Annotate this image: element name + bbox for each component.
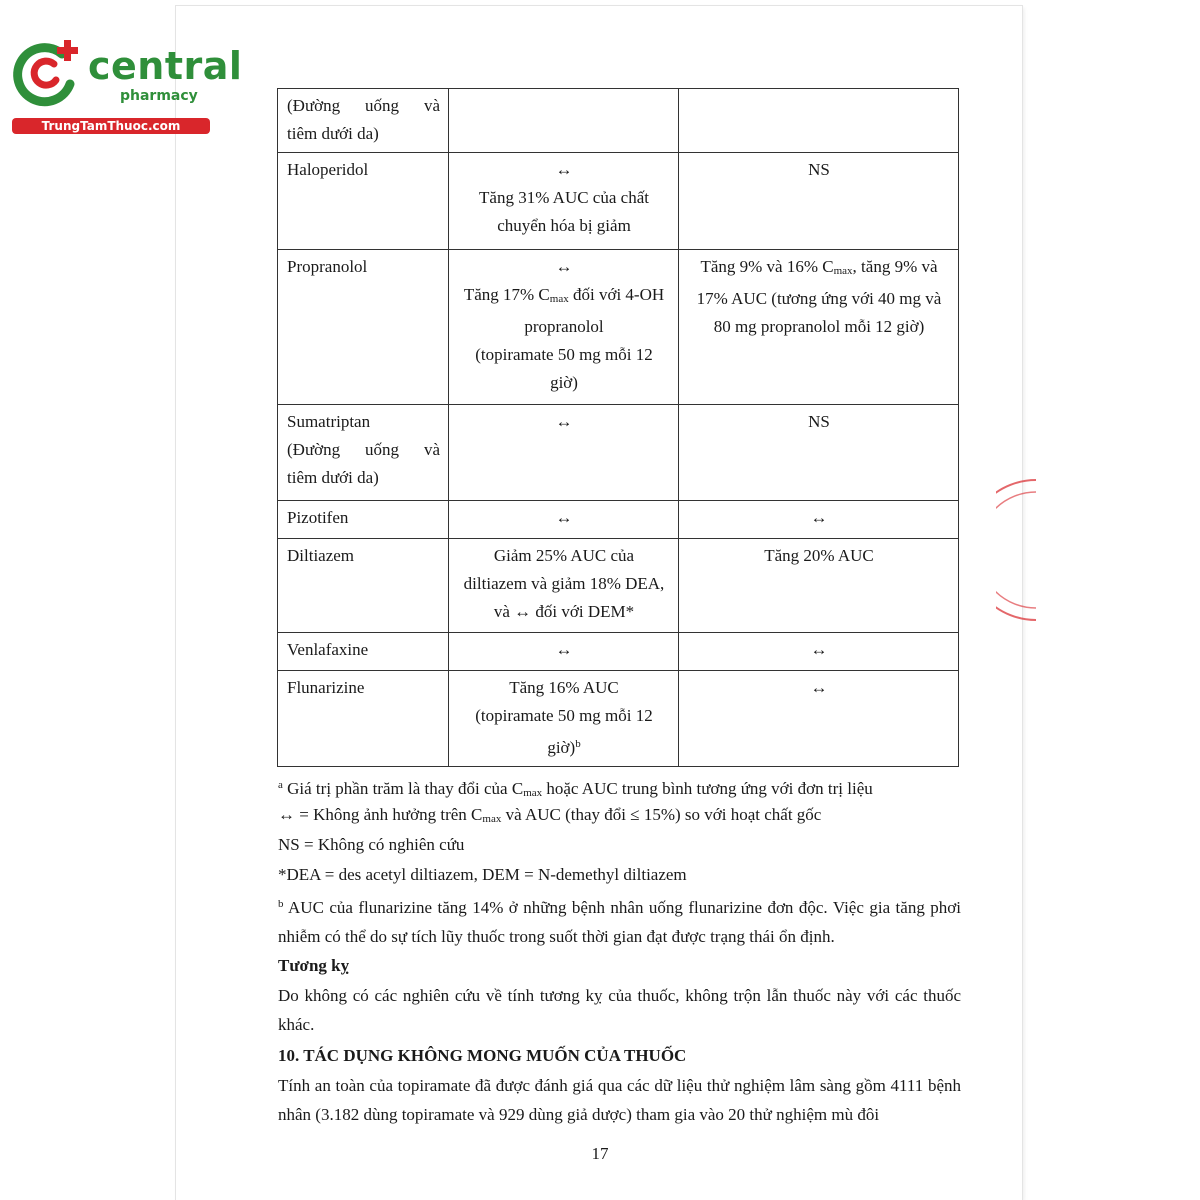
central-pharmacy-logo[interactable]: [10, 36, 243, 136]
drug-line: tiêm dưới da): [287, 124, 379, 143]
drug-cell: [278, 250, 449, 405]
footnotes-and-text: [278, 770, 961, 1129]
effect-line: Giảm 25% AUC của: [493, 546, 635, 565]
effect-line: NS: [808, 412, 830, 431]
table-row: [278, 89, 959, 153]
section-text: Tính an toàn của topiramate đã được đánh giá qua các dữ liệu thử nghiệm lâm sàng gồm 4111 bệnh nhân (3.182 dùng topiramate và 929 dùng giả dược) tham gia vào 20 thử nghiệm mù đôi: [278, 1076, 961, 1124]
effect-line: [458, 281, 670, 313]
effect-topiramate-cell: [449, 539, 679, 633]
drug-name: Haloperidol: [287, 160, 369, 179]
red-stamp-partial: [996, 470, 1036, 630]
drug-line: (Đường uống và: [287, 96, 440, 115]
subscript: max: [833, 265, 853, 277]
drug-name: Diltiazem: [287, 546, 355, 565]
effect-topiramate-cell: [449, 250, 679, 405]
effect-line: propranolol: [524, 317, 604, 336]
brand-name: central: [88, 44, 243, 88]
table-row: [278, 501, 959, 539]
effect-line: (topiramate 50 mg mỗi 12: [475, 345, 653, 364]
table-row: [278, 405, 959, 501]
effect-topiramate-cell: [449, 671, 679, 767]
note-text: và AUC (thay đổi ≤ 15%) so với hoạt chất gốc: [501, 805, 822, 824]
section-heading: 10. TÁC DỤNG KHÔNG MONG MUỐN CỦA THUỐC: [278, 1046, 687, 1065]
no-effect-arrow: ↔: [555, 160, 573, 179]
no-effect-arrow: ↔: [555, 412, 573, 431]
effect-line: và ↔ đối với DEM*: [493, 602, 635, 621]
no-effect-arrow: ↔: [810, 640, 828, 659]
note-text: hoặc AUC trung bình tương ứng với đơn trị liệu: [542, 779, 873, 798]
drug-cell: [278, 501, 449, 539]
effect-line: Tăng 31% AUC của chất: [479, 188, 649, 207]
effect-other-drug-cell: [679, 633, 959, 671]
table-row: [278, 633, 959, 671]
compatibility-heading: Tương kỵ: [278, 956, 350, 975]
table-row: [278, 671, 959, 767]
note-text: ↔ = Không ảnh hưởng trên C: [278, 805, 483, 824]
effect-topiramate-cell: [449, 153, 679, 250]
no-effect-arrow: ↔: [810, 508, 828, 527]
brand-subtitle: pharmacy: [120, 88, 198, 104]
compatibility-text: Do không có các nghiên cứu về tính tương kỵ của thuốc, không trộn lẫn thuốc này với các thuốc khác.: [278, 986, 961, 1034]
footnote-marker: b: [278, 898, 284, 910]
effect-topiramate-cell: [449, 633, 679, 671]
no-effect-arrow: ↔: [555, 257, 573, 276]
drug-name: Pizotifen: [287, 508, 349, 527]
footnote-dea: *DEA = des acetyl diltiazem, DEM = N-demethyl diltiazem: [278, 865, 687, 884]
drug-cell: [278, 153, 449, 250]
effect-text: , tăng 9% và: [852, 257, 938, 276]
effect-other-drug-cell: [679, 539, 959, 633]
effect-other-drug-cell: [679, 501, 959, 539]
drug-name: Flunarizine: [287, 678, 365, 697]
footnote-a: [278, 770, 961, 800]
note-text: Giá trị phần trăm là thay đổi của C: [282, 779, 524, 798]
effect-topiramate-cell: [449, 405, 679, 501]
drug-interaction-table: [277, 88, 959, 767]
effect-other-drug-cell: [679, 250, 959, 405]
drug-name: Venlafaxine: [287, 640, 369, 659]
drug-cell: [278, 539, 449, 633]
drug-name: Propranolol: [287, 257, 368, 276]
pharmacy-cross-icon: [10, 36, 82, 108]
footnote-b: [278, 890, 961, 951]
effect-topiramate-cell: [449, 89, 679, 153]
drug-cell: [278, 633, 449, 671]
effect-line: Tăng 20% AUC: [764, 546, 874, 565]
effect-other-drug-cell: [679, 671, 959, 767]
no-effect-arrow: ↔: [555, 508, 573, 527]
no-effect-arrow: ↔: [810, 678, 828, 697]
drug-cell: [278, 671, 449, 767]
table-row: [278, 539, 959, 633]
table-row: [278, 250, 959, 405]
effect-text: Tăng 17% C: [463, 285, 550, 304]
effect-line: Tăng 16% AUC: [509, 678, 619, 697]
effect-text: giờ): [547, 738, 576, 757]
effect-other-drug-cell: [679, 89, 959, 153]
effect-line: (topiramate 50 mg mỗi 12: [475, 706, 653, 725]
drug-line: tiêm dưới da): [287, 468, 379, 487]
footnote-ns: NS = Không có nghiên cứu: [278, 835, 465, 854]
subscript: max: [523, 787, 543, 799]
page-number: 17: [591, 1144, 609, 1163]
drug-name: Sumatriptan: [287, 412, 371, 431]
effect-line: [688, 253, 950, 285]
subscript: max: [549, 293, 569, 305]
effect-line: NS: [808, 160, 830, 179]
footnote-marker: a: [278, 779, 283, 791]
effect-line: chuyển hóa bị giảm: [497, 216, 631, 235]
footnote-marker: b: [575, 738, 581, 750]
note-text: AUC của flunarizine tăng 14% ở những bệnh nhân uống flunarizine đơn độc. Việc gia tăng phơi nhiễm có thể do sự tích lũy thuốc trong suốt thời gian đạt được trạng thái ổn định.: [278, 898, 961, 946]
effect-line: giờ): [550, 373, 578, 392]
table-row: [278, 153, 959, 250]
effect-line: [458, 730, 670, 762]
effect-line: diltiazem và giảm 18% DEA,: [463, 574, 665, 593]
effect-topiramate-cell: [449, 501, 679, 539]
effect-other-drug-cell: [679, 405, 959, 501]
subscript: max: [482, 813, 502, 825]
effect-other-drug-cell: [679, 153, 959, 250]
effect-text: Tăng 9% và 16% C: [700, 257, 834, 276]
effect-text: đối với 4-OH: [568, 285, 665, 304]
drug-cell: [278, 405, 449, 501]
no-effect-arrow: ↔: [555, 640, 573, 659]
drug-line: (Đường uống và: [287, 440, 440, 459]
drug-cell: [278, 89, 449, 153]
site-url-badge[interactable]: TrungTamThuoc.com: [12, 118, 210, 134]
footnote-arrow: [278, 800, 961, 830]
effect-line: 80 mg propranolol mỗi 12 giờ): [713, 317, 925, 336]
effect-line: 17% AUC (tương ứng với 40 mg và: [696, 289, 942, 308]
